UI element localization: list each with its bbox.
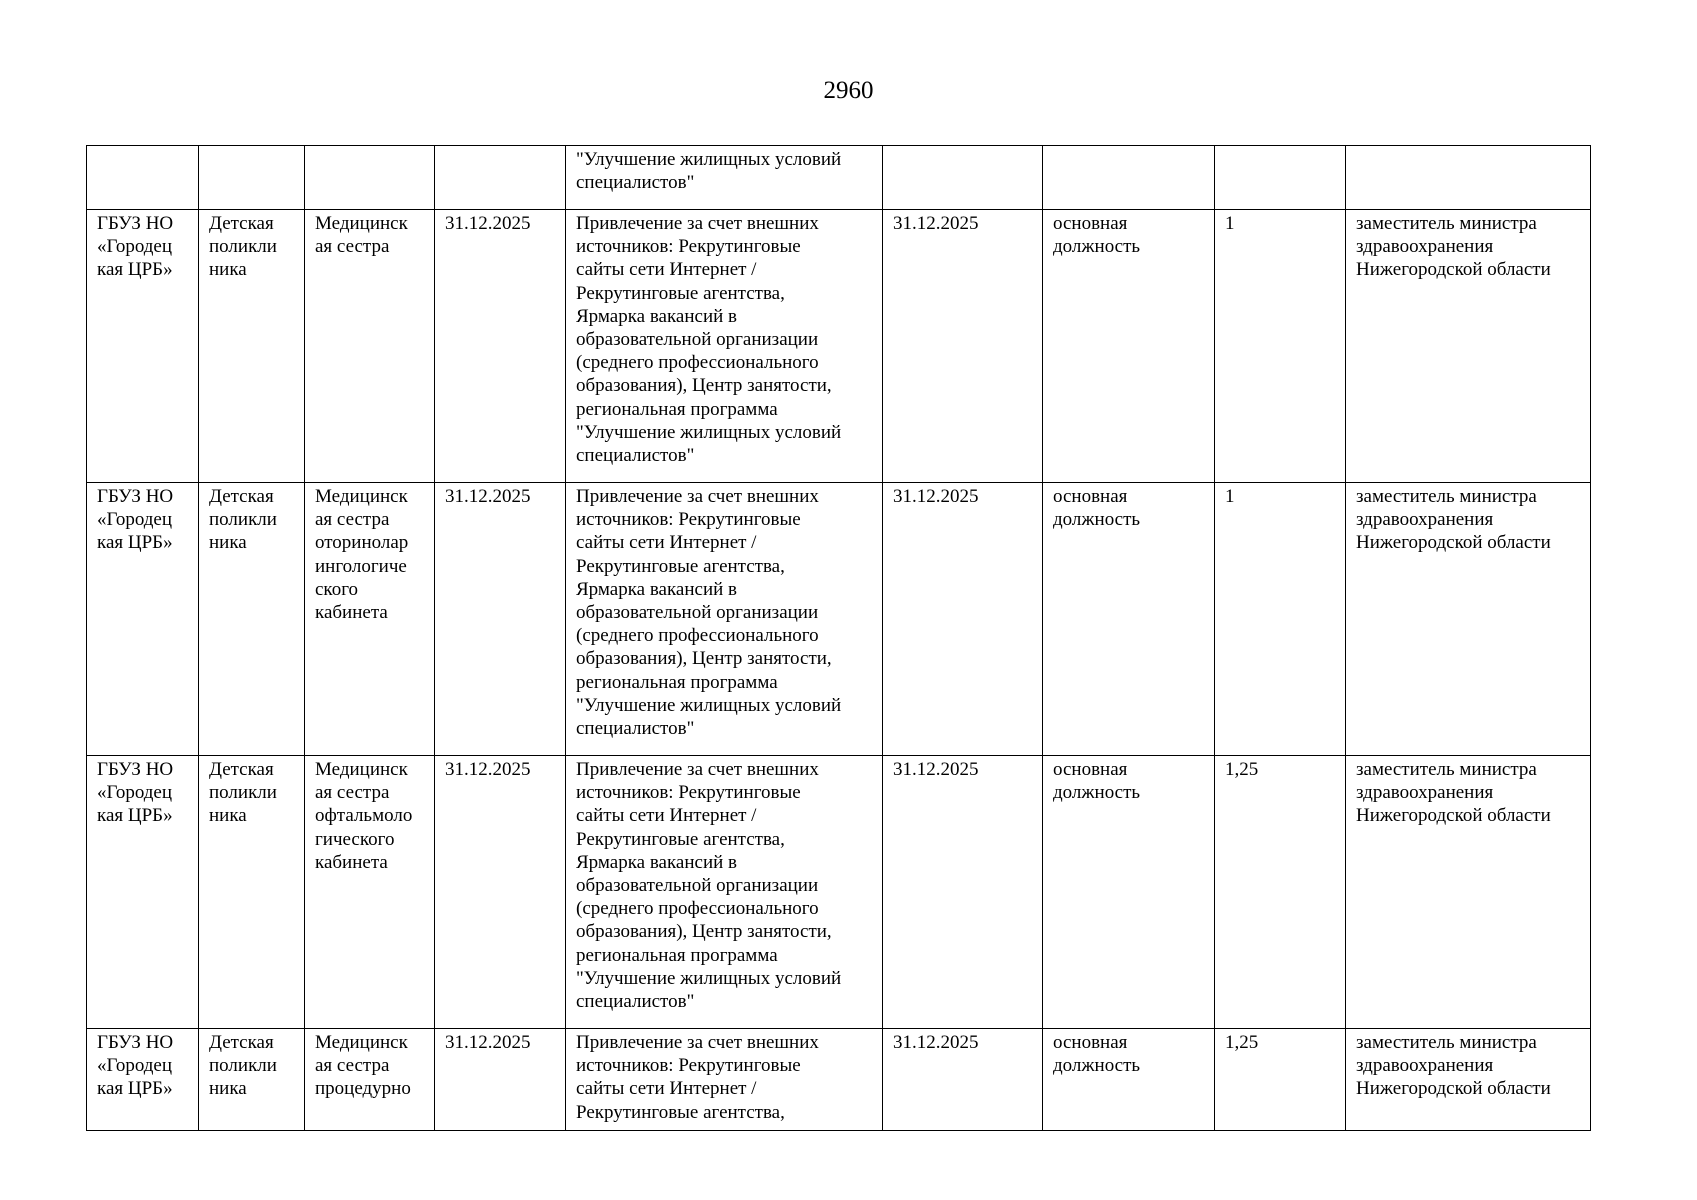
org-cell: ГБУЗ НО «Городец кая ЦРБ» <box>87 1029 199 1131</box>
rate-cell: 1 <box>1215 210 1346 483</box>
responsible-cell: заместитель министра здравоохранения Нижегородской области <box>1346 1029 1591 1131</box>
dept-cell <box>199 146 305 210</box>
date-cell <box>435 146 566 210</box>
position-type-cell: основная должность <box>1043 210 1215 483</box>
method-cell: "Улучшение жилищных условий специалистов" <box>566 146 883 210</box>
method-cell: Привлечение за счет внешних источников: Рекрутинговые сайты сети Интернет / Рекрутинговые агентства, <box>566 1029 883 1131</box>
page-number: 2960 <box>823 77 874 104</box>
method-cell: Привлечение за счет внешних источников: Рекрутинговые сайты сети Интернет / Рекрутинговые агентства, Ярмарка вакансий в образовательной организации (среднего профессионального образования), Центр занятости, региональная программа "Улучшение жилищных условий специалистов" <box>566 483 883 756</box>
rate-cell: 1,25 <box>1215 756 1346 1029</box>
position-type-cell: основная должность <box>1043 756 1215 1029</box>
deadline-cell <box>883 146 1043 210</box>
deadline-cell: 31.12.2025 <box>883 756 1043 1029</box>
method-cell: Привлечение за счет внешних источников: Рекрутинговые сайты сети Интернет / Рекрутинговые агентства, Ярмарка вакансий в образовательной организации (среднего профессионального образования), Центр занятости, региональная программа "Улучшение жилищных условий специалистов" <box>566 756 883 1029</box>
responsible-cell: заместитель министра здравоохранения Нижегородской области <box>1346 756 1591 1029</box>
deadline-cell: 31.12.2025 <box>883 483 1043 756</box>
responsible-cell: заместитель министра здравоохранения Нижегородской области <box>1346 210 1591 483</box>
position-cell: Медицинск ая сестра офтальмоло гического кабинета <box>305 756 435 1029</box>
position-cell: Медицинск ая сестра процедурно <box>305 1029 435 1131</box>
position-type-cell: основная должность <box>1043 483 1215 756</box>
table-row <box>87 483 1591 756</box>
rate-cell: 1,25 <box>1215 1029 1346 1131</box>
rate-cell <box>1215 146 1346 210</box>
vacancy-table <box>86 145 1591 1131</box>
position-cell: Медицинск ая сестра <box>305 210 435 483</box>
dept-cell: Детская поликли ника <box>199 483 305 756</box>
org-cell <box>87 146 199 210</box>
org-cell: ГБУЗ НО «Городец кая ЦРБ» <box>87 756 199 1029</box>
dept-cell: Детская поликли ника <box>199 210 305 483</box>
position-type-cell: основная должность <box>1043 1029 1215 1131</box>
table-row <box>87 210 1591 483</box>
table-row-continuation <box>87 146 1591 210</box>
date-cell: 31.12.2025 <box>435 1029 566 1131</box>
position-type-cell <box>1043 146 1215 210</box>
table-row <box>87 756 1591 1029</box>
position-cell: Медицинск ая сестра оторинолар ингологиче ского кабинета <box>305 483 435 756</box>
rate-cell: 1 <box>1215 483 1346 756</box>
position-cell <box>305 146 435 210</box>
date-cell: 31.12.2025 <box>435 210 566 483</box>
table-row <box>87 1029 1591 1131</box>
responsible-cell <box>1346 146 1591 210</box>
date-cell: 31.12.2025 <box>435 483 566 756</box>
deadline-cell: 31.12.2025 <box>883 1029 1043 1131</box>
dept-cell: Детская поликли ника <box>199 756 305 1029</box>
org-cell: ГБУЗ НО «Городец кая ЦРБ» <box>87 210 199 483</box>
deadline-cell: 31.12.2025 <box>883 210 1043 483</box>
responsible-cell: заместитель министра здравоохранения Нижегородской области <box>1346 483 1591 756</box>
org-cell: ГБУЗ НО «Городец кая ЦРБ» <box>87 483 199 756</box>
method-cell: Привлечение за счет внешних источников: Рекрутинговые сайты сети Интернет / Рекрутинговые агентства, Ярмарка вакансий в образовательной организации (среднего профессионального образования), Центр занятости, региональная программа "Улучшение жилищных условий специалистов" <box>566 210 883 483</box>
date-cell: 31.12.2025 <box>435 756 566 1029</box>
dept-cell: Детская поликли ника <box>199 1029 305 1131</box>
